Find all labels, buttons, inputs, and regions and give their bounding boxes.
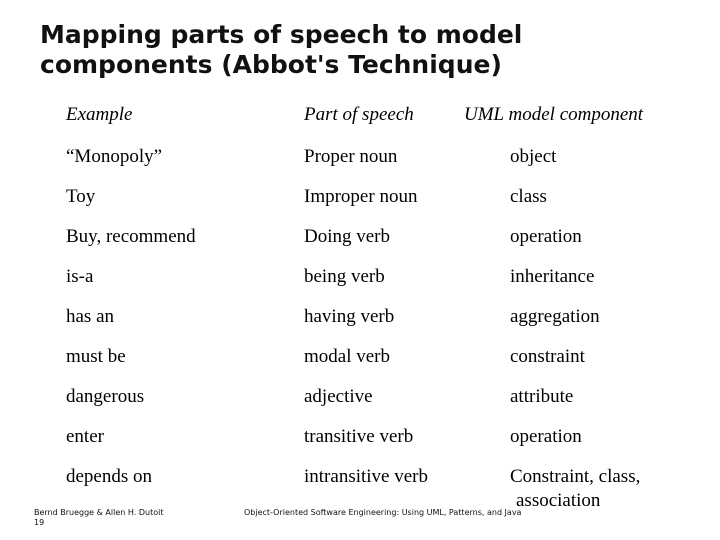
cell-uml-component: attribute bbox=[510, 386, 574, 407]
cell-part-of-speech: modal verb bbox=[304, 346, 391, 367]
cell-part-of-speech: adjective bbox=[304, 386, 373, 407]
cell-uml-component: aggregation bbox=[510, 306, 600, 327]
cell-example: enter bbox=[66, 426, 104, 447]
cell-uml-component: constraint bbox=[510, 346, 585, 367]
cell-example: Buy, recommend bbox=[66, 226, 196, 247]
cell-uml-component-line2: association bbox=[516, 490, 601, 511]
cell-example: must be bbox=[66, 346, 126, 367]
cell-part-of-speech: intransitive verb bbox=[304, 466, 428, 487]
header-uml-component: UML model component bbox=[464, 104, 644, 125]
header-part-of-speech: Part of speech bbox=[304, 104, 414, 125]
footer-book-title: Object-Oriented Software Engineering: Using UML, Patterns, and Java bbox=[244, 508, 522, 517]
footer-authors: Bernd Bruegge & Allen H. Dutoit bbox=[34, 508, 164, 517]
cell-part-of-speech: being verb bbox=[304, 266, 385, 287]
cell-example: dangerous bbox=[66, 386, 145, 407]
cell-example: Toy bbox=[66, 186, 96, 207]
cell-uml-component: inheritance bbox=[510, 266, 595, 287]
cell-example: has an bbox=[66, 306, 115, 327]
cell-uml-component: object bbox=[510, 146, 557, 167]
cell-part-of-speech: transitive verb bbox=[304, 426, 414, 447]
footer-page-number: 19 bbox=[34, 518, 45, 527]
cell-example: depends on bbox=[66, 466, 153, 487]
cell-part-of-speech: Proper noun bbox=[304, 146, 398, 167]
cell-part-of-speech: having verb bbox=[304, 306, 395, 327]
cell-uml-component: class bbox=[510, 186, 547, 207]
cell-part-of-speech: Improper noun bbox=[304, 186, 418, 207]
cell-uml-component: operation bbox=[510, 426, 582, 447]
slide-title: Mapping parts of speech to model components (Abbot's Technique) bbox=[40, 20, 523, 79]
cell-uml-component: Constraint, class, bbox=[510, 466, 641, 487]
cell-uml-component: operation bbox=[510, 226, 582, 247]
header-example: Example bbox=[66, 104, 133, 125]
cell-example: is-a bbox=[66, 266, 94, 287]
cell-example: “Monopoly” bbox=[66, 146, 163, 167]
cell-part-of-speech: Doing verb bbox=[304, 226, 391, 247]
